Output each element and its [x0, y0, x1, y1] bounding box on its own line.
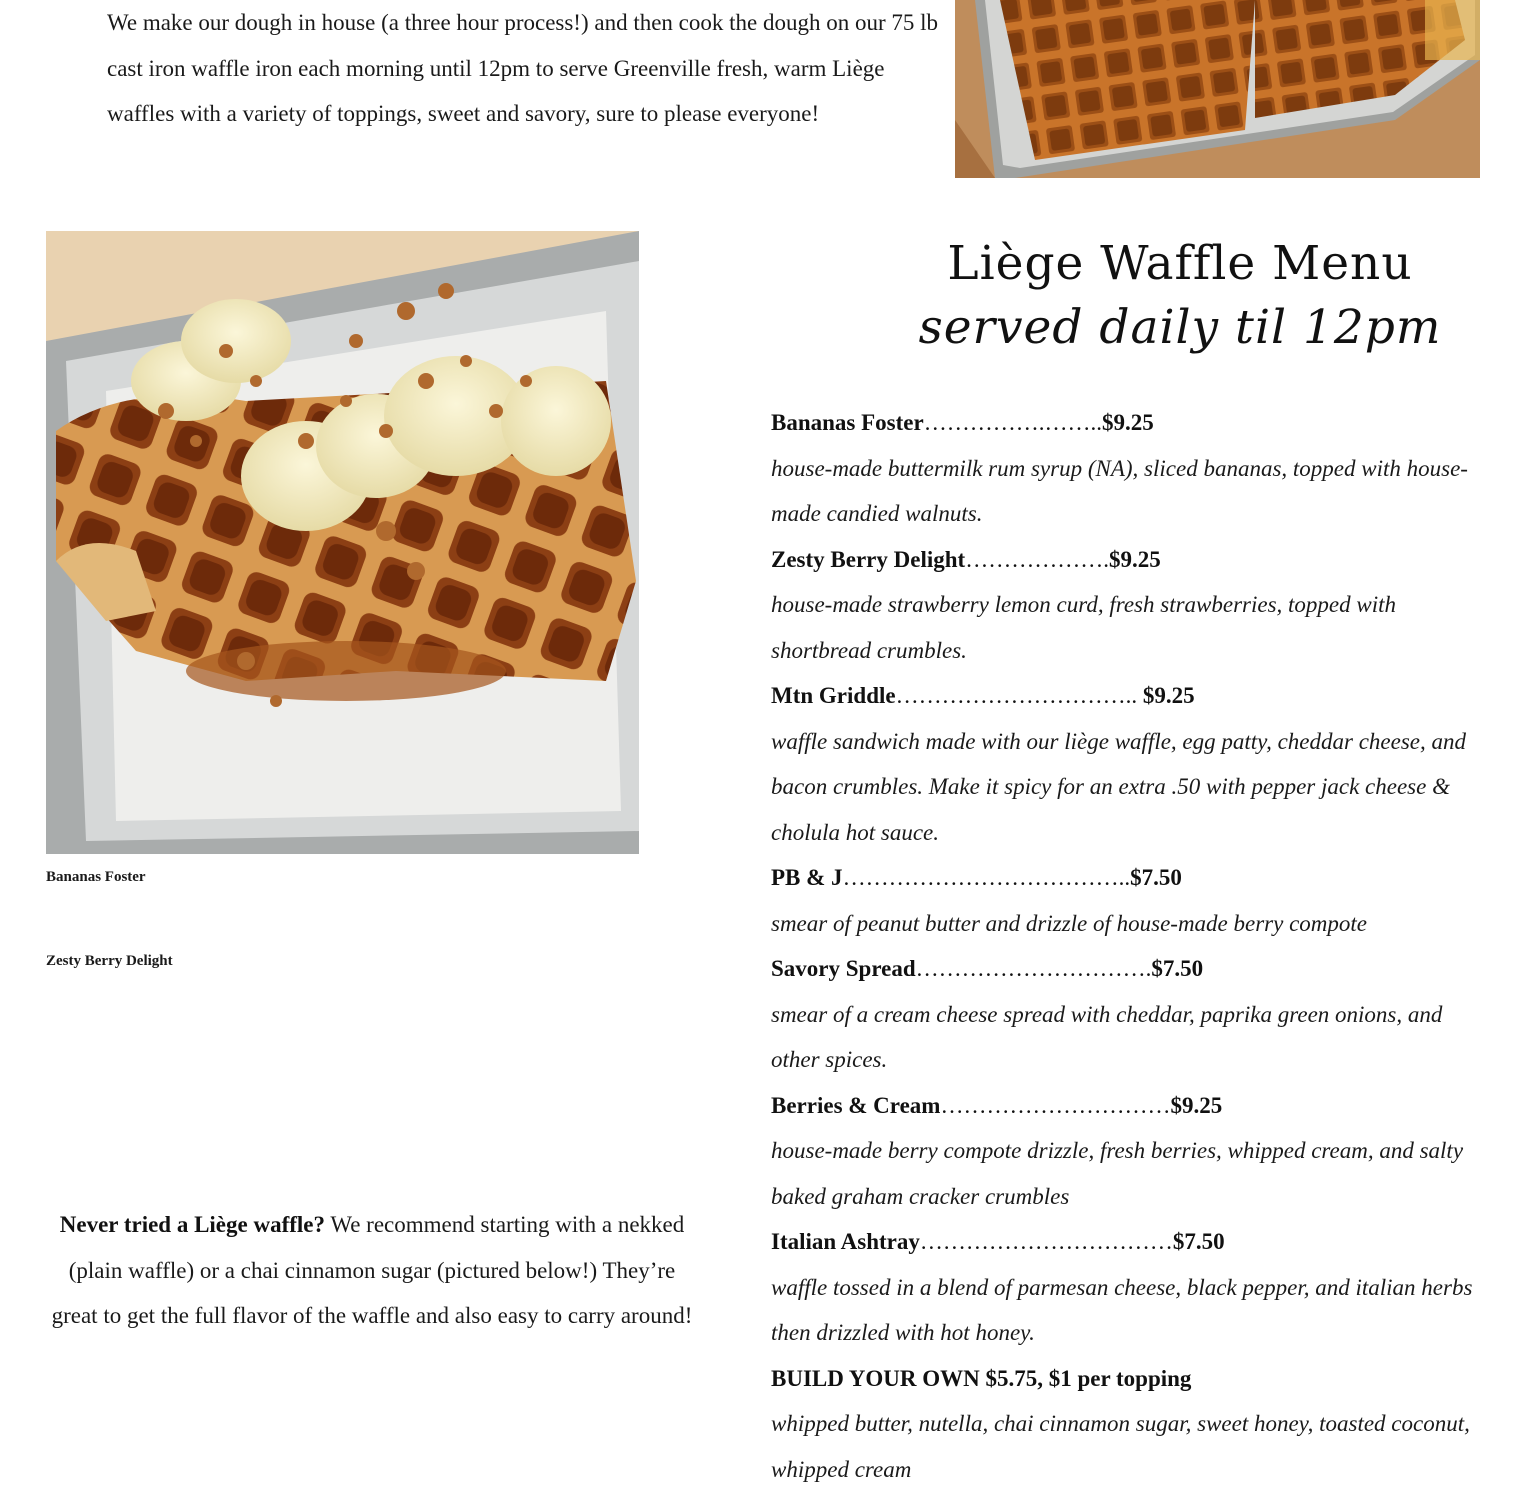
menu-item: [771, 1219, 1491, 1356]
menu-item-name: PB & J: [771, 865, 843, 890]
menu-item-dots: …………………………: [940, 1093, 1170, 1118]
waffle-tray-photo: [955, 0, 1480, 178]
menu-item-heading: [771, 1219, 1491, 1265]
menu-item-description: house-made strawberry lemon curd, fresh strawberries, topped with shortbread crumbles.: [771, 582, 1491, 673]
menu-item-description: smear of a cream cheese spread with cheddar, paprika green onions, and other spices.: [771, 992, 1491, 1083]
menu-item-dots: …………………………..: [896, 683, 1143, 708]
menu-item-price: $9.25: [1102, 410, 1154, 435]
waffle-tray-image-icon: [955, 0, 1480, 178]
menu-item-description: waffle sandwich made with our liège waffle, egg patty, cheddar cheese, and bacon crumbles. Make it spicy for an extra .50 with pepper jack cheese & cholula hot sauce.: [771, 719, 1491, 856]
menu-item-dots: ………………………………..: [843, 865, 1131, 890]
menu-item-dots: ………………………….: [916, 956, 1152, 981]
menu-item-price: $9.25: [1170, 1093, 1222, 1118]
menu-item-dots: …………….……..: [924, 410, 1102, 435]
caption-bananas-foster: Bananas Foster: [46, 869, 146, 886]
never-tried-text: We recommend starting with a nekked (plain waffle) or a chai cinnamon sugar (pictured below!) They’re great to get the full flavor of the waffle and also easy to carry around!: [52, 1212, 693, 1328]
menu-item-price: $9.25: [1143, 683, 1195, 708]
menu-item-description: house-made buttermilk rum syrup (NA), sliced bananas, topped with house-made candied walnuts.: [771, 446, 1491, 537]
menu-list: [771, 400, 1491, 1492]
menu-item-name: Savory Spread: [771, 956, 916, 981]
menu-item-heading: [771, 673, 1491, 719]
menu-title: Liège Waffle Menu: [900, 236, 1460, 291]
menu-item-dots: ……………………………: [920, 1229, 1173, 1254]
never-tried-paragraph: [46, 1202, 698, 1339]
menu-item-build-your-own: [771, 1356, 1491, 1492]
menu-item-name: Zesty Berry Delight: [771, 547, 965, 572]
menu-item-heading: [771, 1083, 1491, 1129]
menu-item: [771, 855, 1491, 946]
menu-item-heading: [771, 946, 1491, 992]
build-your-own-heading: BUILD YOUR OWN $5.75, $1 per topping: [771, 1356, 1491, 1402]
build-your-own-description: whipped butter, nutella, chai cinnamon sugar, sweet honey, toasted coconut, whipped cream: [771, 1401, 1491, 1492]
menu-item: [771, 1083, 1491, 1220]
menu-subtitle: served daily til 12pm: [900, 300, 1460, 355]
menu-item-price: $7.50: [1130, 865, 1182, 890]
menu-item-heading: [771, 400, 1491, 446]
menu-item: [771, 946, 1491, 1083]
menu-item-description: waffle tossed in a blend of parmesan cheese, black pepper, and italian herbs then drizzled with hot honey.: [771, 1265, 1491, 1356]
menu-item-heading: [771, 537, 1491, 583]
menu-item: [771, 537, 1491, 674]
menu-item: [771, 400, 1491, 537]
menu-item-name: Italian Ashtray: [771, 1229, 920, 1254]
menu-item-price: $7.50: [1151, 956, 1203, 981]
menu-item-description: house-made berry compote drizzle, fresh berries, whipped cream, and salty baked graham cracker crumbles: [771, 1128, 1491, 1219]
bananas-foster-image-icon: [46, 231, 639, 854]
menu-item-description: smear of peanut butter and drizzle of house-made berry compote: [771, 901, 1491, 947]
menu-item: [771, 673, 1491, 855]
menu-item-heading: [771, 855, 1491, 901]
never-tried-lead: Never tried a Liège waffle?: [60, 1212, 325, 1237]
menu-item-price: $7.50: [1173, 1229, 1225, 1254]
menu-item-name: Bananas Foster: [771, 410, 924, 435]
bananas-foster-photo: [46, 231, 639, 854]
menu-item-price: $9.25: [1109, 547, 1161, 572]
intro-paragraph: We make our dough in house (a three hour process!) and then cook the dough on our 75 lb cast iron waffle iron each morning until 12pm to serve Greenville fresh, warm Liège waffles with a variety of toppings, sweet and savory, sure to please everyone!: [107, 0, 947, 137]
menu-item-name: Mtn Griddle: [771, 683, 896, 708]
menu-item-name: Berries & Cream: [771, 1093, 940, 1118]
caption-zesty-berry: Zesty Berry Delight: [46, 953, 173, 970]
menu-item-dots: ……………….: [965, 547, 1109, 572]
